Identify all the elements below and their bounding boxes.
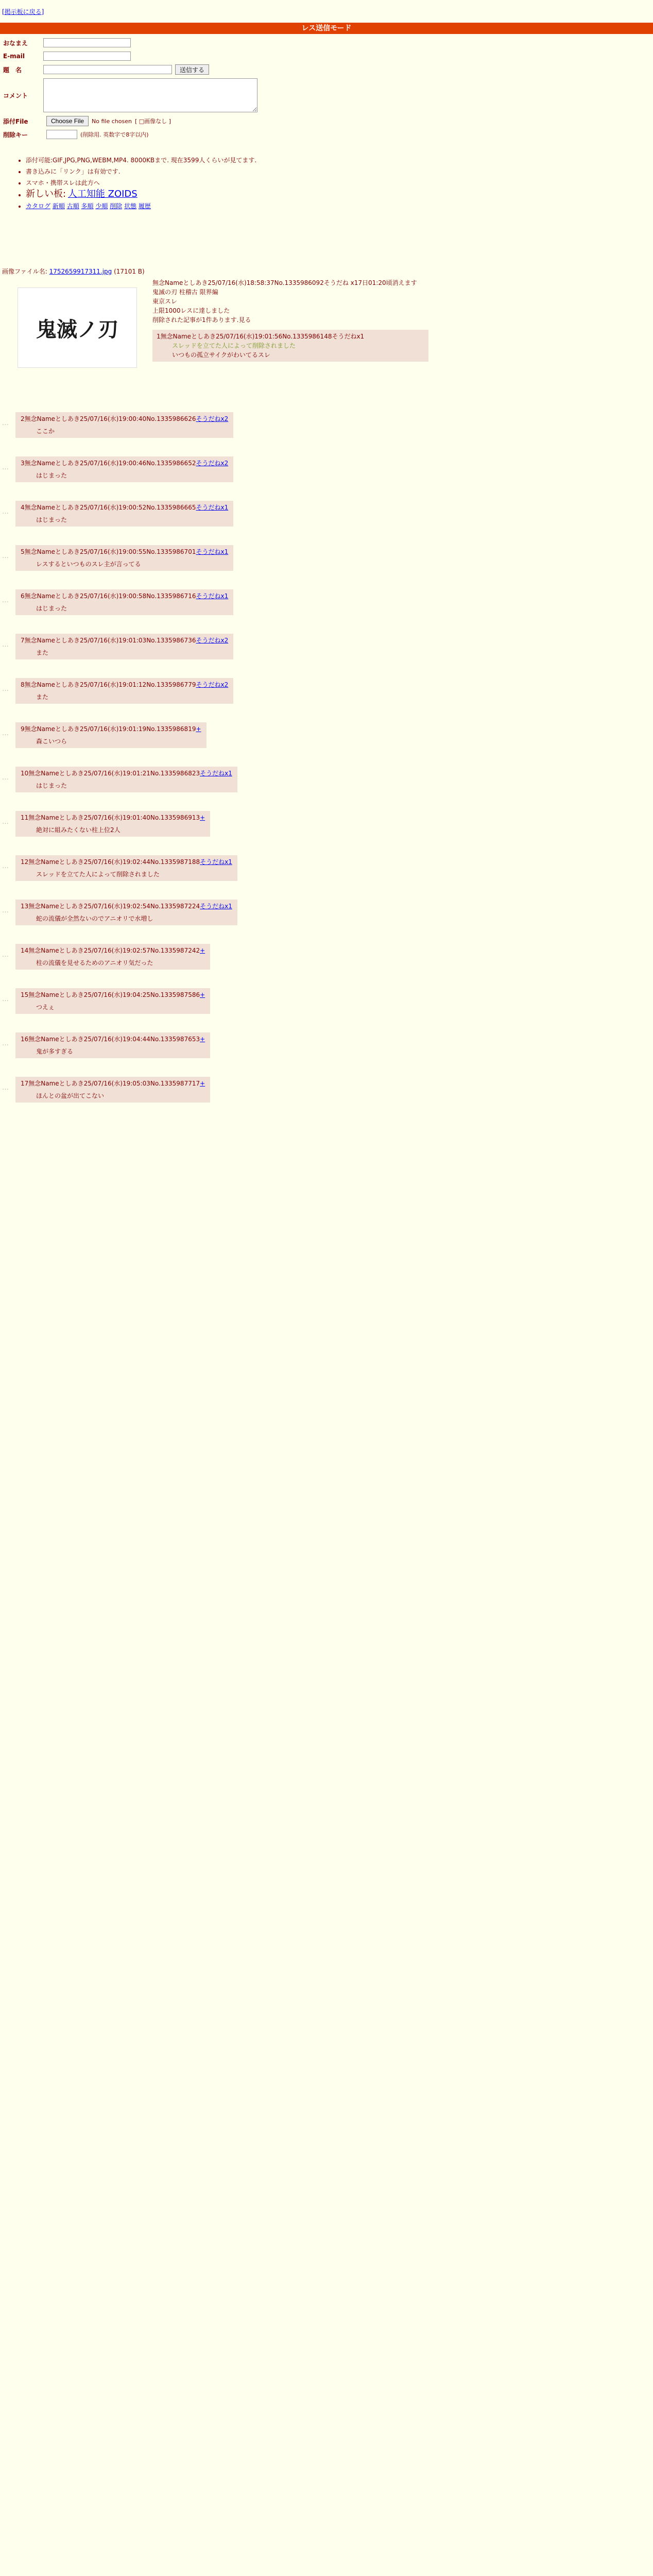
reply-number: 2 [21,415,25,422]
sodane-button[interactable]: + [200,947,205,954]
reply-number: 10 [21,770,29,777]
op-header: 無念Nameとしあき25/07/16(水)18:58:37No.1335986092そうだね x17日01:20頃消えます [152,279,417,286]
reply-text: ここか [36,428,55,435]
thread-file-info [2,267,145,276]
sodane-button[interactable]: + [200,991,205,998]
reply-row [0,988,653,1032]
reply-text: ほんとの盆が出てこない [36,1092,105,1099]
reply-row [0,456,653,501]
reply [15,811,210,837]
reply-meta: 無念Nameとしあき25/07/16(水)19:05:03No.1335987717 [28,1080,200,1087]
password-label: 削除キー [3,131,28,139]
reply-number: 4 [21,504,25,511]
reply-marker: … [2,951,9,959]
comment-label: コメント [3,92,28,99]
reply-header [21,857,232,867]
reply-row [0,412,653,456]
reply-number: 11 [21,814,29,821]
old-order-link[interactable]: 古順 [66,202,79,210]
reply-marker: … [2,641,9,649]
password-input[interactable] [46,130,77,139]
info-item: • 添付可能:GIF,JPG,PNG,WEBM,MP4. 8000KBまで. 現在3599人くらいが見てます. [26,155,256,166]
reply-row [0,900,653,944]
reply-meta: 無念Nameとしあき25/07/16(水)19:00:55No.1335986701 [24,548,196,555]
reply-number: 17 [21,1080,29,1087]
sodane-button[interactable]: そうだねx1 [196,592,229,600]
new-board-link[interactable]: 人工知能 ZOIDS [67,189,138,199]
reply-header [21,459,228,468]
name-label: おなまえ [3,39,28,47]
reply-marker: … [2,685,9,693]
reply-meta: 無念Nameとしあき25/07/16(水)19:02:44No.1335987188 [28,858,200,866]
history-link[interactable]: 履歴 [138,202,151,210]
reply-text: はじまった [36,782,67,789]
file-label: 画像ファイル名: [2,268,47,275]
reply-text: レスするといつものスレ主が言ってる [36,561,141,568]
reply-header [21,591,228,601]
info-item: • 書き込みに「リンク」は有効です. [26,166,256,177]
reply [15,855,237,881]
reply [15,589,233,615]
file-size: (17101 B) [114,268,145,275]
reply-marker: … [2,730,9,737]
email-input[interactable] [43,52,131,61]
reply-header [21,1079,205,1088]
info-item: • スマホ・携帯スレは此方へ [26,177,256,189]
sodane-button[interactable]: そうだねx2 [196,637,229,644]
reply [15,722,207,748]
reply-row [0,545,653,589]
sodane-button[interactable]: + [200,1080,205,1087]
sodane-button[interactable]: そうだねx2 [196,415,229,422]
reply-text: 絶対に組みたくない柱上位2人 [36,826,121,834]
sodane-button[interactable]: そうだねx1 [200,770,232,777]
reply-number: 6 [21,592,25,600]
catalog-link[interactable]: カタログ [26,202,51,210]
few-order-link[interactable]: 少順 [95,202,108,210]
reply-header [21,946,205,955]
thread-image-link[interactable]: 1752659917311.jpg [49,268,112,275]
reply-header [21,1035,205,1044]
reply-number: 5 [21,548,25,555]
reply-number: 14 [21,947,29,954]
op-line: 鬼滅の刃 柱稽古 限界編 [152,289,218,296]
email-label: E-mail [3,53,25,60]
no-image-option[interactable]: [ □画像なし ] [134,118,171,125]
reply-row [0,589,653,634]
op-post [152,278,441,362]
reply-number: 15 [21,991,29,998]
reply-number: 7 [21,637,25,644]
sodane-button[interactable]: そうだねx1 [196,504,229,511]
reply-meta: 無念Nameとしあき25/07/16(水)19:00:46No.1335986652 [24,460,196,467]
reply-marker: … [2,818,9,826]
sodane-button[interactable]: そうだねx1 [200,903,232,910]
inner-reply-line: スレッドを立てた人によって削除されました [172,342,296,349]
inner-reply-header: 1無念Nameとしあき25/07/16(水)19:01:56No.1335986148そうだねx1 [157,333,365,340]
thread-image-logo: 鬼滅ノ刃 [36,317,118,342]
reply [15,634,233,659]
reply-text: 鬼が多すぎる [36,1048,74,1055]
reply-header [21,813,205,822]
reply-marker: … [2,419,9,427]
reply-marker: … [2,1084,9,1092]
reply-row [0,1077,653,1121]
subject-input[interactable] [43,65,172,74]
reply-header [21,414,228,423]
reply [15,545,233,571]
reply-meta: 無念Nameとしあき25/07/16(水)19:02:54No.1335987224 [28,903,200,910]
reply-number: 3 [21,460,25,467]
choose-file-button[interactable]: Choose File [46,116,89,126]
reply-header [21,503,228,512]
reply-meta: 無念Nameとしあき25/07/16(水)19:00:58No.1335986716 [24,592,196,600]
reply-marker: … [2,1040,9,1047]
reply-text: つえぇ [36,1004,55,1011]
reply-row [0,722,653,767]
inner-reply-line: いつもの孤立サイクがわいてるスレ [172,351,270,359]
reply-header [21,636,228,645]
info-list [10,155,256,212]
reply-meta: 無念Nameとしあき25/07/16(水)19:04:25No.1335987586 [28,991,200,998]
reply-text: また [36,693,49,701]
many-order-link[interactable]: 多順 [81,202,94,210]
sodane-button[interactable]: そうだねx1 [196,548,229,555]
sodane-button[interactable]: + [200,814,205,821]
reply-row [0,811,653,855]
reply [15,678,233,704]
op-line: 削除された記事が1件あります.見る [152,316,251,324]
reply-marker: … [2,552,9,560]
reply-marker: … [2,597,9,604]
reply-header [21,769,232,778]
reply-header [21,902,232,911]
reply-meta: 無念Nameとしあき25/07/16(水)19:00:52No.1335986665 [24,504,196,511]
reply-mode-banner: レス送信モード [0,23,653,34]
reply-marker: … [2,508,9,516]
reply [15,412,233,438]
reply-text: はじまった [36,472,67,479]
reply-text: スレッドを立てた人によって削除されました [36,871,160,878]
info-item [26,189,256,200]
password-hint: (削除用. 英数字で8字以内) [80,131,149,138]
reply-header [21,547,228,556]
reply-marker: … [2,774,9,782]
reply-number: 12 [21,858,29,866]
reply-row [0,944,653,988]
reply-meta: 無念Nameとしあき25/07/16(水)19:01:03No.1335986736 [24,637,196,644]
reply-meta: 無念Nameとしあき25/07/16(水)19:00:40No.1335986626 [24,415,196,422]
new-board-label: 新しい板: [26,189,66,199]
reply [15,1032,210,1058]
reply [15,456,233,482]
submit-button[interactable]: 送信する [175,64,209,75]
reply-text: 蛇の流儀が全然ないのでアニオリで水増し [36,915,153,922]
reply [15,988,210,1014]
reply [15,767,237,792]
subject-label: 題 名 [3,66,22,74]
reply-meta: 無念Nameとしあき25/07/16(水)19:04:44No.1335987653 [28,1036,200,1043]
post-form [3,37,257,142]
inner-reply [152,330,428,362]
reply-row [0,634,653,678]
reply-row [0,678,653,722]
catalog-links [26,200,256,212]
reply-text: 森こいつら [36,738,67,745]
op-line: 上限1000レスに達しました [152,307,230,314]
reply-row [0,501,653,545]
thread-image[interactable] [18,287,137,368]
reply-meta: 無念Nameとしあき25/07/16(水)19:01:21No.1335986823 [28,770,200,777]
reply [15,1077,210,1103]
new-order-link[interactable]: 新順 [52,202,65,210]
reply-header [21,990,205,999]
sodane-button[interactable]: そうだねx2 [196,681,229,688]
reply-text: また [36,649,49,656]
reply-list [0,412,653,1121]
reply-marker: … [2,464,9,471]
reply-marker: … [2,862,9,870]
reply-row [0,767,653,811]
reply-row [0,855,653,900]
sodane-button[interactable]: そうだねx1 [200,858,232,866]
status-link[interactable]: 状態 [124,202,137,210]
reply-meta: 無念Nameとしあき25/07/16(水)19:02:57No.1335987242 [28,947,200,954]
reply-number: 13 [21,903,29,910]
file-label: 添付File [3,117,28,125]
reply-text: はじまった [36,516,67,523]
reply-text: 柱の流儀を見せるためのアニオリ気だった [36,959,153,967]
reply-number: 9 [21,725,25,733]
reply-meta: 無念Nameとしあき25/07/16(水)19:01:12No.1335986779 [24,681,196,688]
reply [15,900,237,925]
reply-header [21,724,201,734]
reply [15,501,233,527]
reply-marker: … [2,907,9,914]
reply [15,944,210,970]
reply-meta: 無念Nameとしあき25/07/16(水)19:01:40No.1335986913 [28,814,200,821]
deleted-link[interactable]: 削除 [110,202,123,210]
op-line: 東京スレ [152,298,178,305]
sodane-button[interactable]: + [200,1036,205,1043]
back-to-board-link[interactable]: [掲示板に戻る] [2,8,44,15]
reply-number: 8 [21,681,25,688]
reply-marker: … [2,995,9,1003]
file-status: No file chosen [92,117,132,125]
reply-number: 16 [21,1036,29,1043]
sodane-button[interactable]: そうだねx2 [196,460,229,467]
reply-row [0,1032,653,1077]
reply-text: はじまった [36,605,67,612]
reply-header [21,680,228,689]
name-input[interactable] [43,38,131,47]
reply-meta: 無念Nameとしあき25/07/16(水)19:01:19No.1335986819 [24,725,196,733]
sodane-button[interactable]: + [196,725,201,733]
comment-textarea[interactable] [43,78,257,112]
